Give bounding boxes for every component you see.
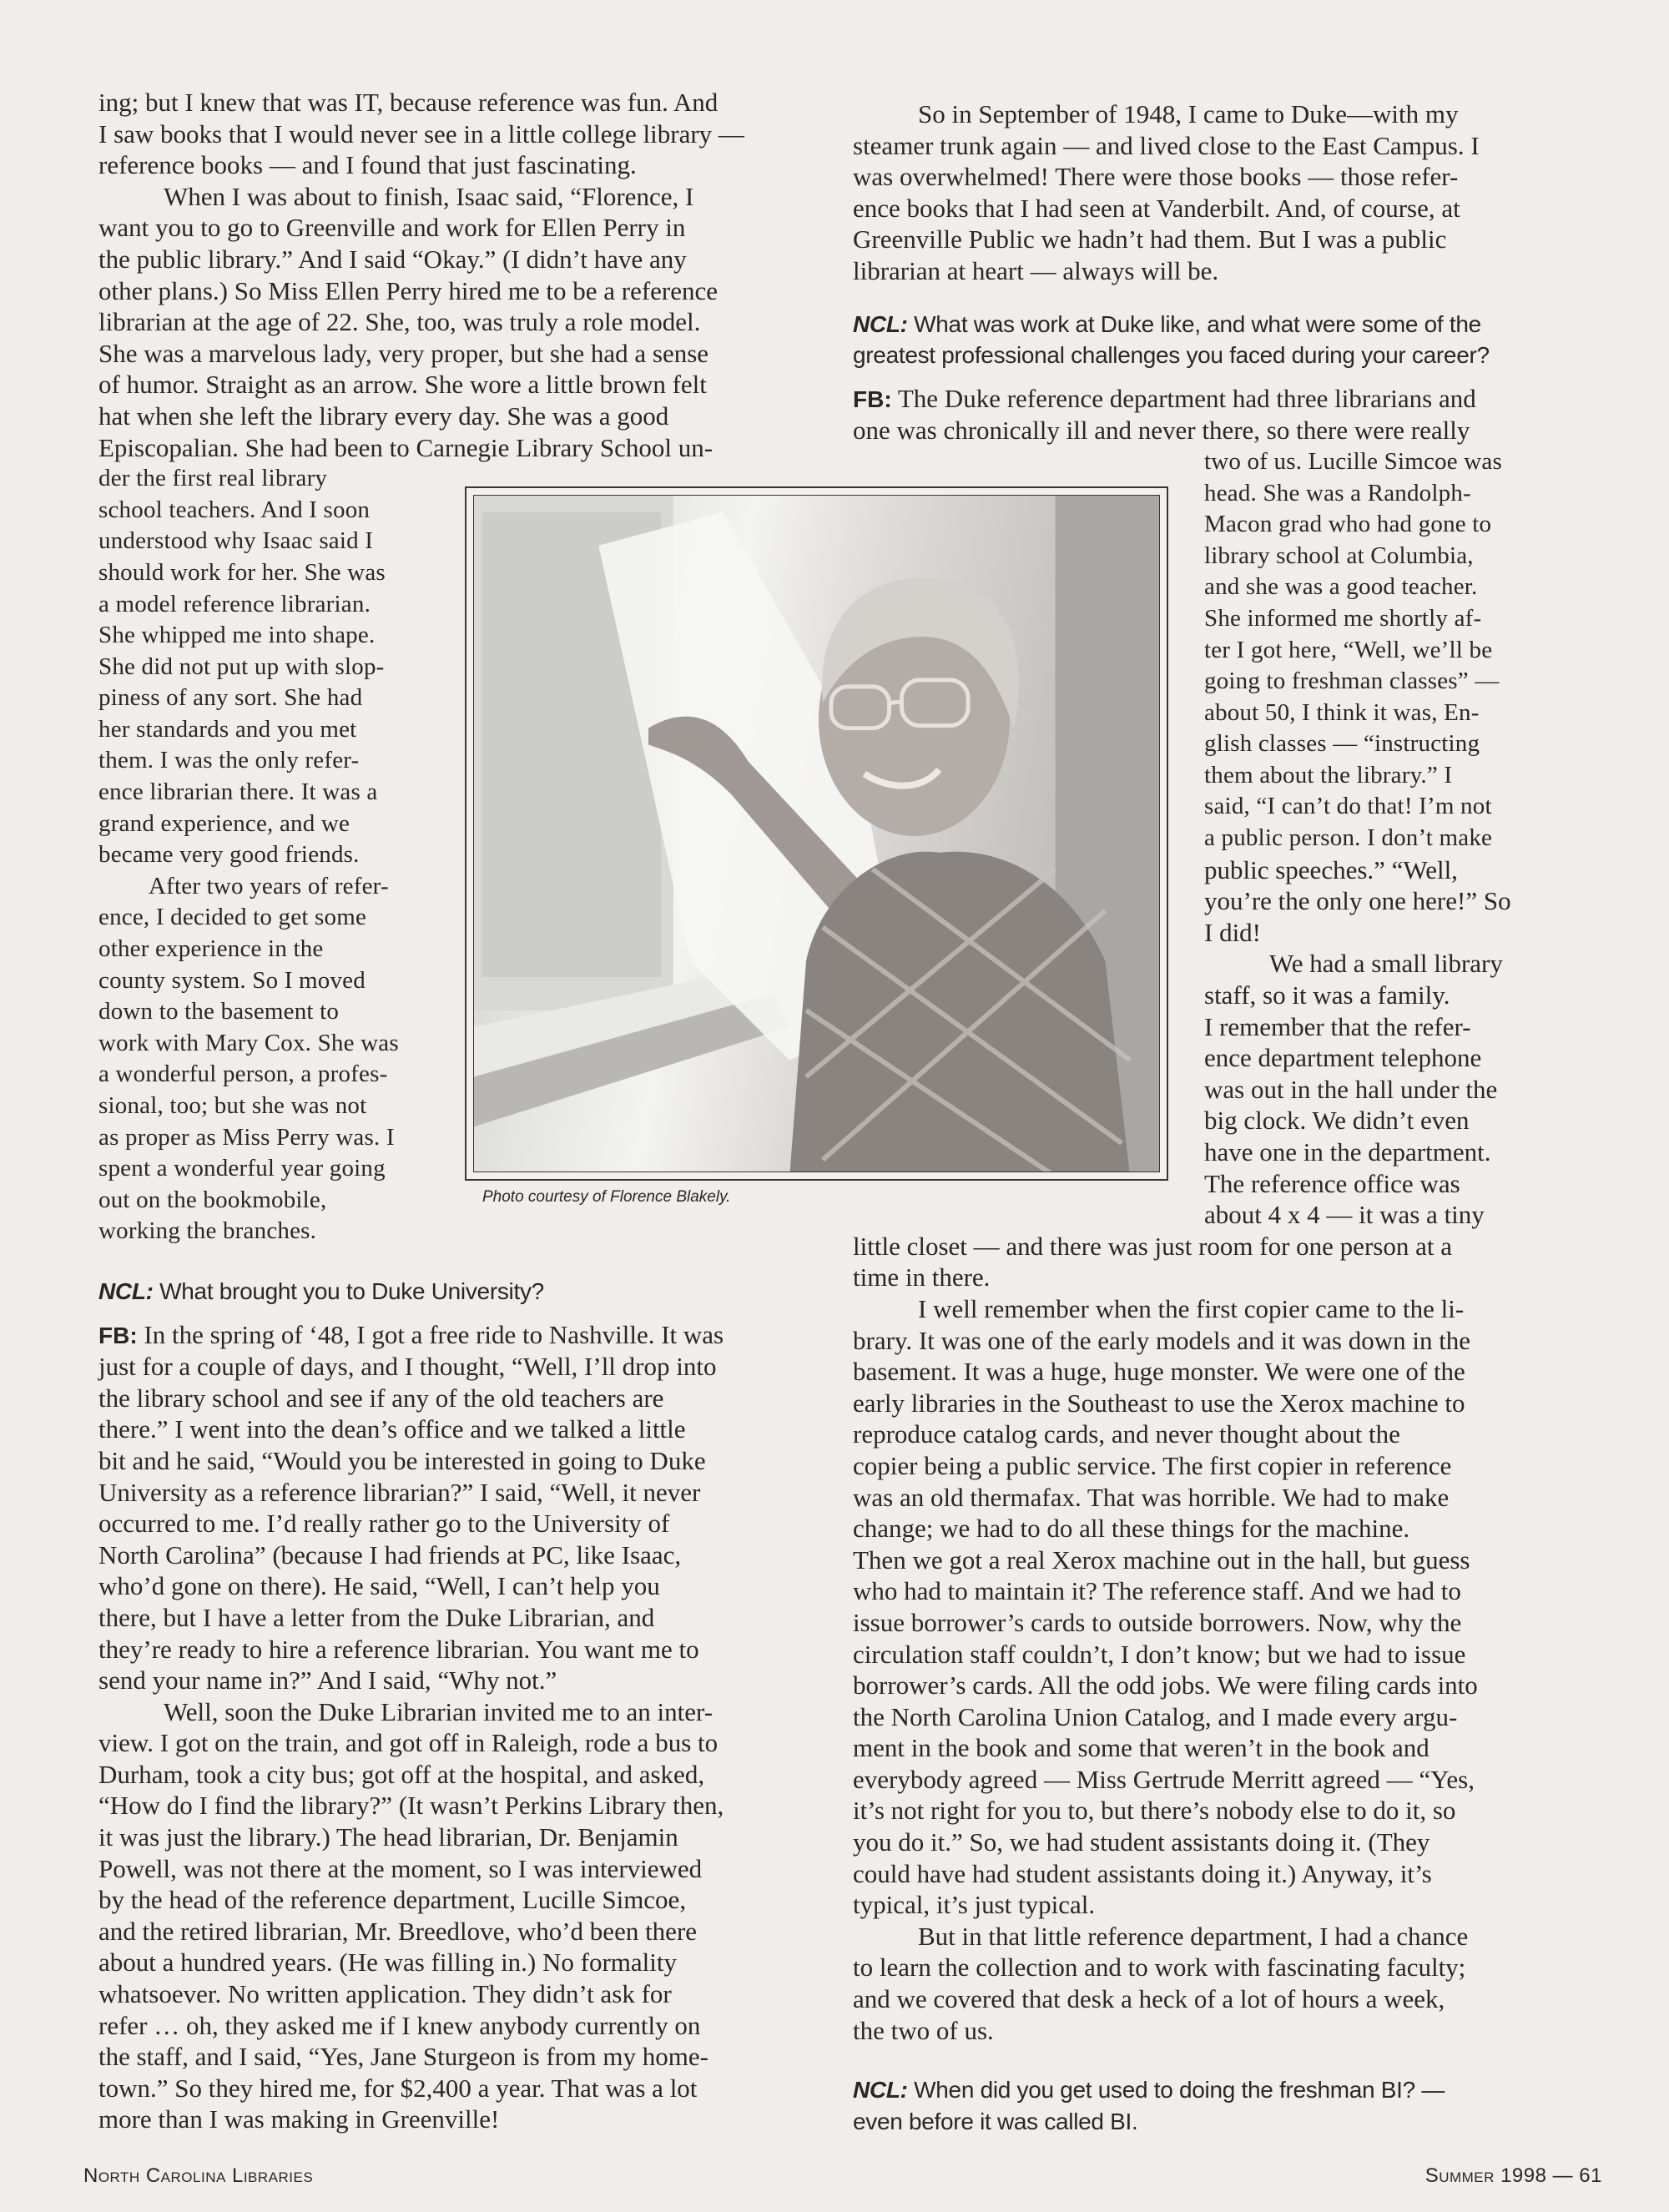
text-line: I did! — [1204, 917, 1262, 947]
paragraph-mary-cox — [98, 871, 457, 1247]
right-column-bottom — [853, 1231, 1587, 2138]
text-line: as proper as Miss Perry was. I — [98, 1123, 395, 1151]
text-line: county system. So I moved — [98, 966, 366, 994]
text-line: town.” So they hired me, for $2,400 a year. That was a lot — [98, 2073, 698, 2103]
photo-caption: Photo courtesy of Florence Blakely. — [482, 1188, 731, 1206]
text-line: to learn the collection and to work with fascinating faculty; — [853, 1953, 1466, 1983]
text-line: her standards and you met — [98, 715, 357, 743]
text-line: send your name in?” And I said, “Why not.” — [98, 1665, 557, 1696]
text-line: I well remember when the first copier came to the li- — [918, 1293, 1465, 1323]
text-line: She whipped me into shape. — [98, 622, 376, 649]
text-line: reproduce catalog cards, and never thought about the — [853, 1419, 1400, 1449]
text-line: After two years of refer- — [149, 872, 389, 899]
text-line: more than I was making in Greenville! — [98, 2104, 500, 2134]
text-line: the library school and see if any of the old teachers are — [98, 1383, 664, 1413]
text-line: little closet — and there was just room for one person at a — [853, 1231, 1452, 1261]
text-line: We had a small library — [1269, 949, 1503, 979]
text-line: When I was about to finish, Isaac said, “Florence, I — [164, 181, 694, 211]
text-line: glish classes — “instructing — [1204, 730, 1480, 758]
text-line: became very good friends. — [98, 841, 360, 869]
text-line: a public person. I don’t make — [1204, 824, 1493, 852]
text-line: In the spring of ‘48, I got a free ride to Nashville. It was — [144, 1319, 724, 1349]
paragraph-interview — [98, 1696, 824, 2135]
text-line: a wonderful person, a profes- — [98, 1061, 388, 1088]
answer-work-at-duke — [853, 383, 1587, 446]
paragraph-little-department — [853, 1921, 1587, 2046]
text-line: down to the basement to — [98, 998, 340, 1025]
text-line: Powell, was not there at the moment, so I was interviewed — [98, 1853, 703, 1883]
text-line: staff, so it was a family. — [1204, 980, 1450, 1010]
paragraph-september-1948 — [853, 98, 1587, 287]
question-duke — [98, 1276, 824, 1308]
text-line: refer … oh, they asked me if I knew anybody currently on — [98, 2010, 701, 2040]
text-line: I saw books that I would never see in a little college library — — [98, 118, 744, 149]
text-line: about a hundred years. (He was filling in.) No formality — [98, 1947, 678, 1978]
text-line: have one in the department. — [1204, 1137, 1491, 1166]
speaker-label-ncl: NCL: — [853, 310, 908, 337]
text-line: She informed me shortly af- — [1204, 604, 1482, 632]
answer-duke — [98, 1319, 824, 1696]
text-line: The reference office was — [1204, 1168, 1460, 1198]
text-line: “How do I find the library?” (It wasn’t Perkins Library then, — [98, 1791, 724, 1821]
text-line: Greenville Public we hadn’t had them. But I was a public — [853, 224, 1447, 254]
text-line: and we covered that desk a heck of a lot of hours a week, — [853, 1984, 1445, 2014]
text-line: brary. It was one of the early models and it was down in the — [853, 1325, 1471, 1355]
text-line: typical, it’s just typical. — [853, 1890, 1096, 1920]
text-line: So in September of 1948, I came to Duke—with my — [918, 99, 1459, 128]
text-line: the North Carolina Union Catalog, and I made every argu- — [853, 1701, 1458, 1731]
footer-publication-name: North Carolina Libraries — [83, 2164, 314, 2187]
text-line: basement. It was a huge, huge monster. We were one of the — [853, 1357, 1465, 1387]
text-line: one was chronically ill and never there, so there were really — [853, 416, 1470, 446]
text-line: Then we got a real Xerox machine out in the hall, but guess — [853, 1544, 1470, 1575]
text-line: Well, soon the Duke Librarian invited me to an inter- — [164, 1696, 713, 1726]
text-line: by the head of the reference department, Lucille Simcoe, — [98, 1885, 687, 1915]
text-line: public speeches.” “Well, — [1204, 854, 1458, 884]
text-line: Episcopalian. She had been to Carnegie Library School un- — [98, 432, 713, 462]
text-line: occurred to me. I’d really rather go to the University of — [98, 1509, 670, 1539]
text-line: should work for her. She was — [98, 558, 386, 586]
text-line: borrower’s cards. All the odd jobs. We were filing cards into — [853, 1670, 1478, 1701]
speaker-label-fb: FB: — [853, 385, 892, 412]
text-line: the public library.” And I said “Okay.” (I didn’t have any — [98, 244, 687, 274]
paragraph-small-staff — [1204, 948, 1588, 1230]
text-line: want you to go to Greenville and work for Ellen Perry in — [98, 213, 686, 243]
text-line: University as a reference librarian?” I said, “Well, it never — [98, 1477, 701, 1507]
text-line: bit and he said, “Would you be interested in going to Duke — [98, 1445, 706, 1475]
text-line: ing; but I knew that was IT, because reference was fun. And — [98, 88, 719, 117]
text-line: them about the library.” I — [1204, 761, 1453, 789]
text-line: even before it was called BI. — [853, 2108, 1138, 2134]
text-line: it was just the library.) The head librarian, Dr. Benjamin — [98, 1822, 678, 1852]
text-line: head. She was a Randolph- — [1204, 479, 1471, 506]
text-line: going to freshman classes” — — [1204, 668, 1500, 695]
text-line: you do it.” So, we had student assistants doing it. (They — [853, 1827, 1430, 1857]
text-line: about 4 x 4 — it was a tiny — [1204, 1200, 1485, 1230]
text-line: whatsoever. No written application. They didn’t ask for — [98, 1979, 672, 2009]
answer-work-at-duke-end — [1204, 854, 1588, 949]
text-line: der the first real library — [98, 465, 328, 492]
text-line: the two of us. — [853, 2015, 994, 2045]
text-line: ence, I decided to get some — [98, 904, 367, 931]
paragraph-intro — [98, 87, 824, 181]
text-line: librarian at the age of 22. She, too, was truly a role model. — [98, 307, 701, 337]
text-line: spent a wonderful year going — [98, 1155, 386, 1182]
text-line: North Carolina” (because I had friends at PC, like Isaac, — [98, 1539, 682, 1570]
text-line: school teachers. And I soon — [98, 496, 371, 523]
text-line: greatest professional challenges you faced during your career? — [853, 342, 1490, 369]
text-line: grand experience, and we — [98, 809, 350, 837]
right-column-narrow — [1204, 446, 1588, 1231]
text-line: But in that little reference department, I had a chance — [918, 1921, 1469, 1951]
text-line: ment in the book and some that weren’t in the book and — [853, 1733, 1429, 1763]
text-line: everybody agreed — Miss Gertrude Merritt agreed — “Yes, — [853, 1764, 1475, 1794]
paragraph-ellen-perry-cont — [98, 463, 457, 871]
speaker-label-ncl: NCL: — [98, 1277, 154, 1304]
text-line: Macon grad who had gone to — [1204, 511, 1492, 538]
text-line: piness of any sort. She had — [98, 684, 363, 712]
text-line: issue borrower’s cards to outside borrowers. Now, why the — [853, 1607, 1462, 1637]
text-line: view. I got on the train, and got off in Raleigh, rode a bus to — [98, 1728, 719, 1758]
question-text: What brought you to Duke University? — [159, 1277, 544, 1304]
text-line: big clock. We didn’t even — [1204, 1106, 1470, 1136]
text-line: time in there. — [853, 1262, 991, 1292]
text-line: there.” I went into the dean’s office and we talked a little — [98, 1414, 686, 1444]
text-line: there, but I have a letter from the Duke Librarian, and — [98, 1602, 655, 1632]
text-line: early libraries in the Southeast to use the Xerox machine to — [853, 1388, 1465, 1418]
paragraph-copier — [853, 1293, 1587, 1921]
text-line: two of us. Lucille Simcoe was — [1204, 447, 1502, 475]
text-line: librarian at heart — always will be. — [853, 255, 1219, 285]
question-work-at-duke — [853, 309, 1587, 371]
text-line: ter I got here, “Well, we’ll be — [1204, 636, 1493, 663]
text-line: said, “I can’t do that! I’m not — [1204, 793, 1492, 820]
text-line: about 50, I think it was, En- — [1204, 698, 1480, 726]
text-line: working the branches. — [98, 1217, 317, 1245]
text-line: other plans.) So Miss Ellen Perry hired me to be a reference — [98, 275, 719, 305]
text-line: steamer trunk again — and lived close to the East Campus. I — [853, 130, 1480, 160]
text-line: just for a couple of days, and I thought, “Well, I’ll drop into — [98, 1352, 717, 1382]
text-line: ence department telephone — [1204, 1043, 1482, 1073]
text-line: hat when she left the library every day. She was a good — [98, 401, 669, 431]
text-line: sional, too; but she was not — [98, 1092, 367, 1119]
text-line: the staff, and I said, “Yes, Jane Sturgeon is from my home- — [98, 2042, 708, 2072]
text-line: and she was a good teacher. — [1204, 573, 1478, 601]
text-line: ence books that I had seen at Vanderbilt. And, of course, at — [853, 193, 1460, 223]
text-line: was out in the hall under the — [1204, 1074, 1498, 1104]
text-line: and the retired librarian, Mr. Breedlove, who’d been there — [98, 1916, 698, 1946]
text-line: reference books — and I found that just fascinating. — [98, 150, 637, 180]
speaker-label-ncl: NCL: — [853, 2077, 908, 2104]
text-line: out on the bookmobile, — [98, 1186, 327, 1213]
text-line: She was a marvelous lady, very proper, but she had a sense — [98, 338, 709, 368]
text-line: I remember that the refer- — [1204, 1011, 1471, 1041]
text-line: When did you get used to doing the freshman BI? — — [914, 2077, 1445, 2104]
text-line: them. I was the only refer- — [98, 747, 360, 774]
text-line: circulation staff couldn’t, I don’t know; but we had to issue — [853, 1639, 1466, 1669]
question-freshman-bi — [853, 2074, 1587, 2137]
text-line: She did not put up with slop- — [98, 653, 385, 680]
footer-issue-page-number: Summer 1998 — 61 — [1424, 2164, 1602, 2187]
paragraph-ellen-perry — [98, 181, 824, 463]
text-line: could have had student assistants doing it.) Anyway, it’s — [853, 1858, 1432, 1888]
text-line: other experience in the — [98, 935, 324, 963]
text-line: copier being a public service. The first copier in reference — [853, 1450, 1452, 1480]
text-line: understood why Isaac said I — [98, 527, 374, 555]
text-line: work with Mary Cox. She was — [98, 1029, 399, 1056]
text-line: ence librarian there. It was a — [98, 778, 378, 806]
text-line: Durham, took a city bus; got off at the hospital, and asked, — [98, 1759, 705, 1789]
text-line: was an old thermafax. That was horrible. We had to make — [853, 1482, 1450, 1512]
text-line: What was work at Duke like, and what were some of the — [914, 310, 1481, 337]
text-line: who had to maintain it? The reference staff. And we had to — [853, 1576, 1461, 1606]
text-line: was overwhelmed! There were those books — those refer- — [853, 162, 1459, 192]
right-column-top — [853, 98, 1587, 2137]
text-line: change; we had to do all these things for the machine. — [853, 1514, 1410, 1544]
text-line: of humor. Straight as an arrow. She wore a little brown felt — [98, 370, 707, 400]
text-line: they’re ready to hire a reference librarian. You want me to — [98, 1634, 699, 1664]
text-line: a model reference librarian. — [98, 590, 371, 617]
text-line: The Duke reference department had three librarians and — [897, 383, 1476, 413]
text-line: you’re the only one here!” So — [1204, 886, 1511, 916]
speaker-label-fb: FB: — [98, 1322, 138, 1348]
answer-work-at-duke-cont — [1204, 446, 1588, 854]
text-line: library school at Columbia, — [1204, 542, 1474, 569]
text-line: who’d gone on there). He said, “Well, I can’t help you — [98, 1571, 660, 1601]
text-line: it’s not right for you to, but there’s nobody else to do it, so — [853, 1796, 1456, 1826]
